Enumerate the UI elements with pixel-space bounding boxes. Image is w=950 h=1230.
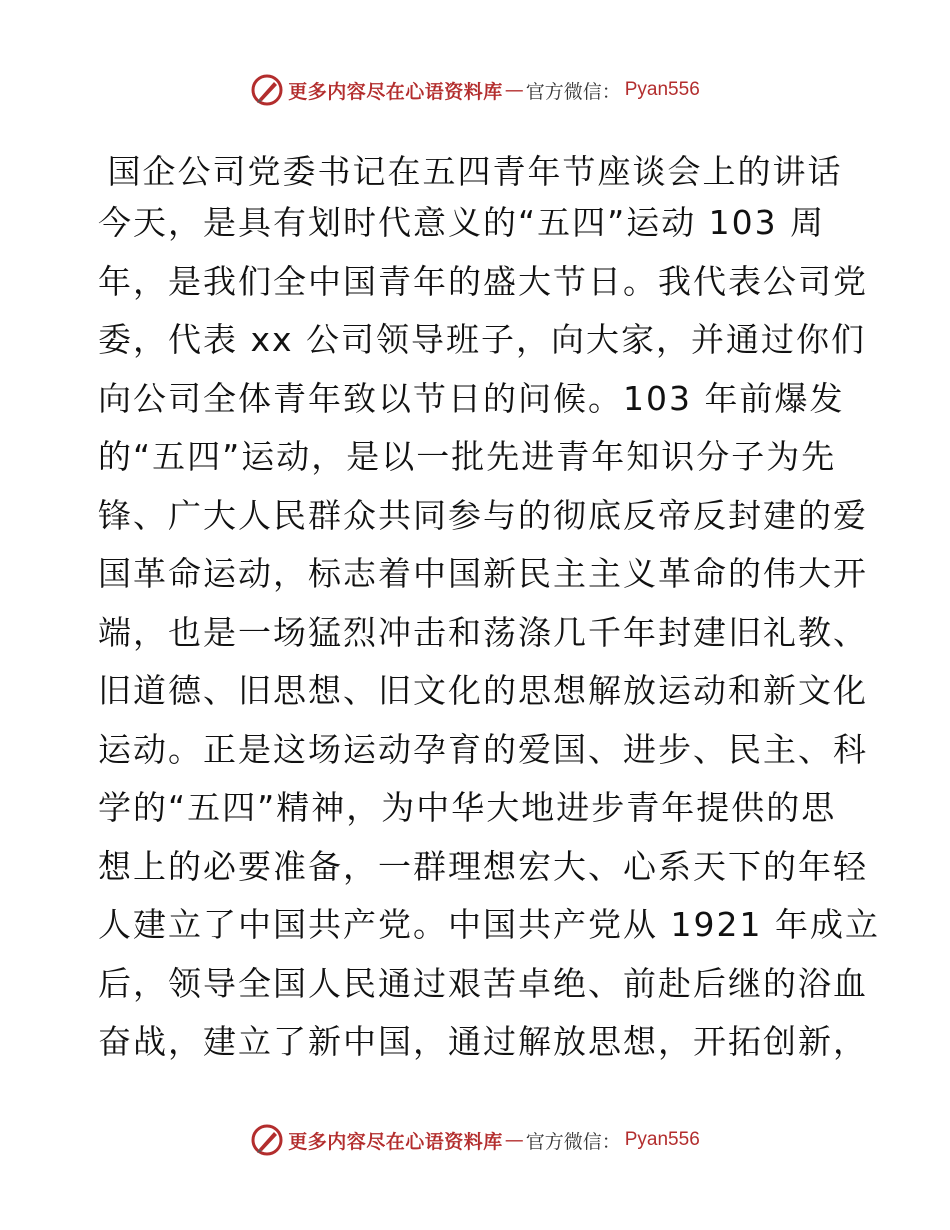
body-line: 旧道德、旧思想、旧文化的思想解放运动和新文化 bbox=[98, 671, 868, 710]
body-line: 国革命运动，标志着中国新民主主义革命的伟大开 bbox=[98, 554, 868, 593]
banner-wechat-label: 官方微信： bbox=[525, 80, 621, 103]
body-line: 向公司全体青年致以节日的问候。103 年前爆发 bbox=[98, 378, 845, 418]
banner-text: 更多内容尽在心语资料库 bbox=[288, 80, 503, 103]
quill-pen-logo-icon bbox=[250, 1123, 284, 1157]
body-line: 今天，是具有划时代意义的“五四”运动 103 周 bbox=[98, 203, 826, 242]
body-line: 人建立了中国共产党。中国共产党从 1921 年成立 bbox=[98, 905, 880, 944]
body-line: 委，代表 xx 公司领导班子，向大家，并通过你们 bbox=[98, 320, 867, 359]
body-line: 后，领导全国人民通过艰苦卓绝、前赴后继的浴血 bbox=[98, 963, 868, 1003]
body-line: 运动。正是这场运动孕育的爱国、进步、民主、科 bbox=[98, 729, 868, 769]
banner-wechat-label: 官方微信： bbox=[525, 1130, 621, 1153]
document-title: 国企公司党委书记在五四青年节座谈会上的讲话 bbox=[107, 152, 843, 192]
banner-text: 更多内容尽在心语资料库 bbox=[288, 1130, 503, 1153]
body-line: 奋战，建立了新中国，通过解放思想，开拓创新， bbox=[98, 1022, 868, 1061]
banner-wechat-id: Pyan556 bbox=[624, 79, 700, 100]
banner-wechat-id: Pyan556 bbox=[624, 1129, 700, 1150]
body-line: 学的“五四”精神，为中华大地进步青年提供的思 bbox=[98, 788, 837, 827]
body-line: 锋、广大人民群众共同参与的彻底反帝反封建的爱 bbox=[98, 495, 868, 535]
body-line: 年，是我们全中国青年的盛大节日。我代表公司党 bbox=[98, 261, 868, 301]
quill-pen-logo-icon bbox=[250, 73, 284, 107]
body-line: 的“五四”运动，是以一批先进青年知识分子为先 bbox=[98, 437, 837, 476]
body-line: 想上的必要准备，一群理想宏大、心系天下的年轻 bbox=[98, 846, 868, 886]
body-line: 端，也是一场猛烈冲击和荡涤几千年封建旧礼教、 bbox=[98, 612, 868, 652]
document-body bbox=[98, 194, 880, 1072]
banner-dash: — bbox=[504, 79, 524, 101]
header-banner bbox=[0, 70, 950, 110]
footer-banner bbox=[0, 1120, 950, 1160]
banner-dash: — bbox=[504, 1129, 524, 1151]
